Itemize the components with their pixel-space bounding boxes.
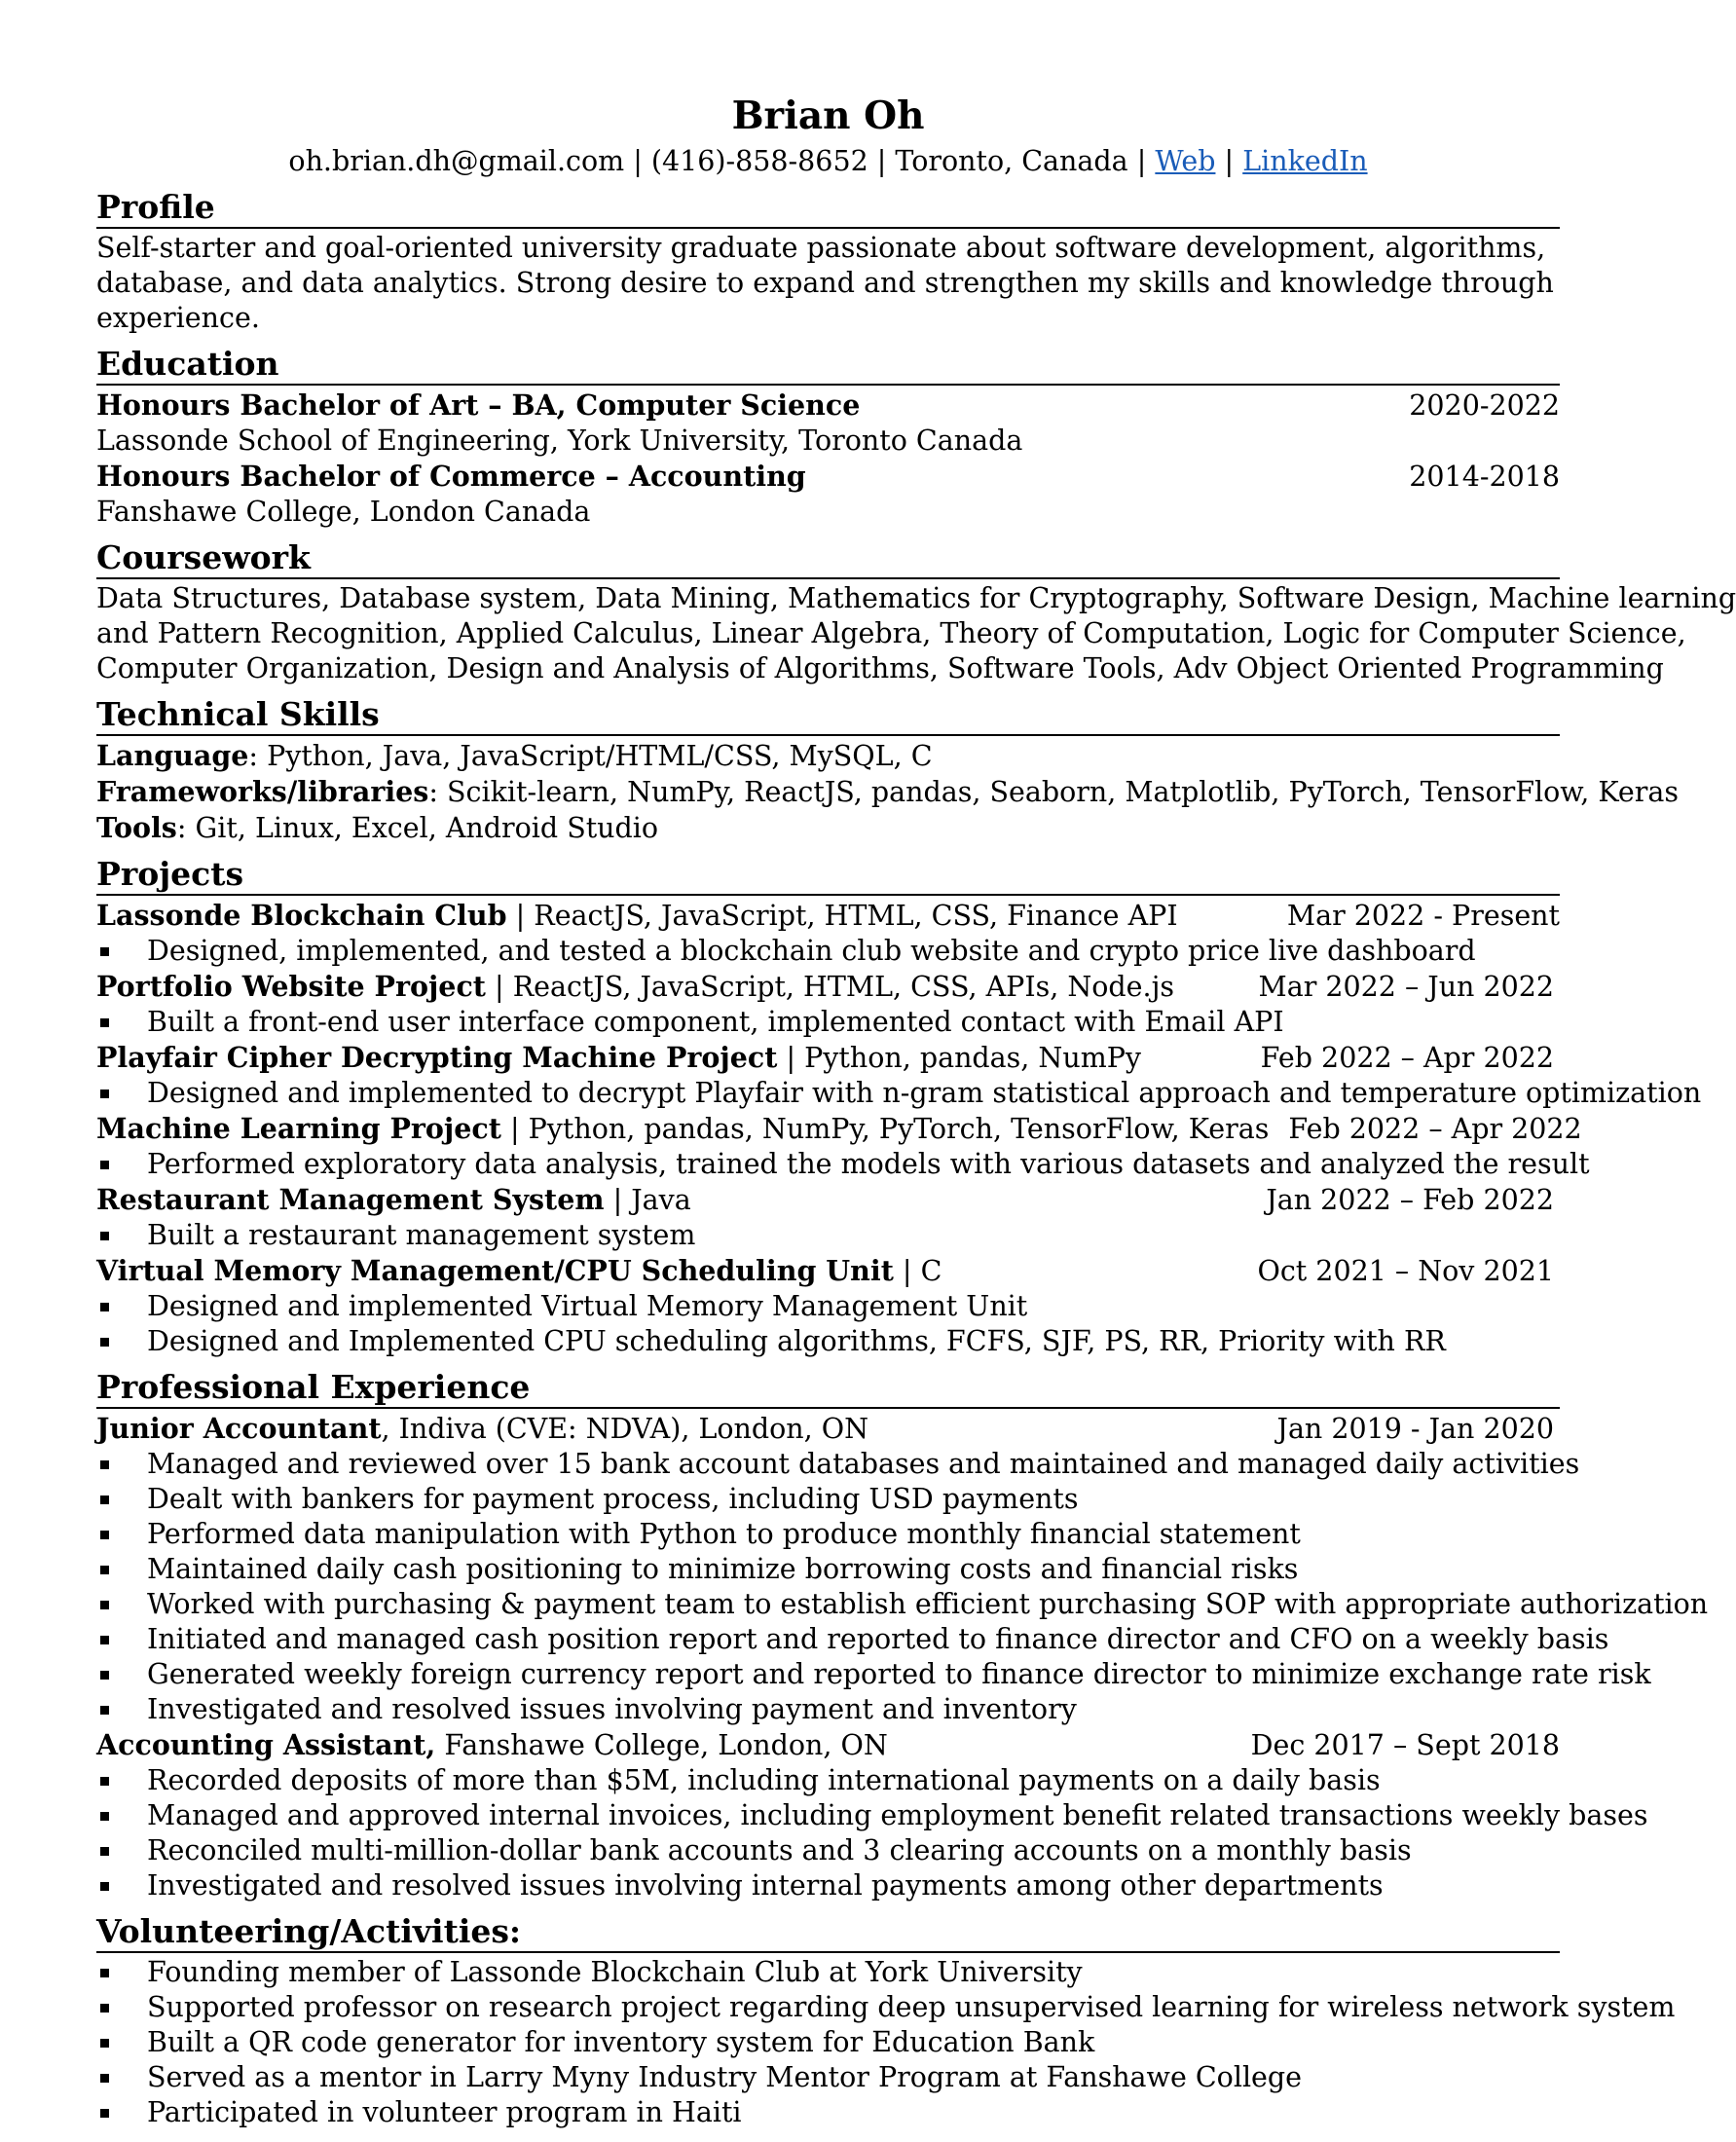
list-item: Dealt with bankers for payment process, including USD payments: [96, 1482, 1560, 1517]
list-item: Investigated and resolved issues involving internal payments among other departments: [96, 1868, 1560, 1903]
list-item: Built a restaurant management system: [96, 1218, 1560, 1253]
list-item: Managed and reviewed over 15 bank account databases and maintained and managed daily activities: [96, 1447, 1560, 1482]
volunteering-heading: Volunteering/Activities:: [96, 1903, 1560, 1953]
coursework-line: Data Structures, Database system, Data Mining, Mathematics for Cryptography, Software Design, Machine learning: [96, 582, 1736, 614]
linkedin-link[interactable]: LinkedIn: [1242, 145, 1368, 177]
skill-label: Frameworks/libraries: [96, 775, 429, 808]
project-tech: | ReactJS, JavaScript, HTML, CSS, APIs, Node.js: [485, 971, 1175, 1003]
volunteering-bullets: [96, 1955, 1676, 2130]
project-bullets: [96, 1218, 1560, 1253]
project-row: [96, 969, 1560, 1005]
project-bullets: [96, 1005, 1560, 1040]
experience-heading: Professional Experience: [96, 1359, 1560, 1409]
project-dates: Oct 2021 – Nov 2021: [1257, 1255, 1554, 1287]
skill-value: : Scikit-learn, NumPy, ReactJS, pandas, Seaborn, Matplotlib, PyTorch, TensorFlow, Keras: [428, 776, 1680, 808]
projects-heading: Projects: [96, 846, 1560, 896]
contact-info: oh.brian.dh@gmail.com | (416)-858-8652 | Toronto, Canada |: [288, 145, 1156, 177]
project-tech: | C: [893, 1255, 942, 1287]
skill-row: [96, 738, 1560, 774]
experience-dates: Dec 2017 – Sept 2018: [1250, 1729, 1560, 1761]
list-item: Investigated and resolved issues involving payment and inventory: [96, 1692, 1560, 1727]
project-name: Restaurant Management System: [96, 1183, 605, 1216]
list-item: Designed, implemented, and tested a blockchain club website and crypto price live dashboard: [96, 934, 1560, 969]
project-name: Portfolio Website Project: [96, 970, 486, 1003]
list-item: Worked with purchasing & payment team to establish efficient purchasing SOP with appropriate authorization: [96, 1587, 1560, 1622]
list-item: Participated in volunteer program in Haiti: [96, 2095, 1560, 2130]
project-dates: Feb 2022 – Apr 2022: [1288, 1113, 1582, 1145]
contact-separator: |: [1215, 145, 1243, 177]
experience-org: Fanshawe College, London, ON: [435, 1729, 888, 1761]
skill-value: : Git, Linux, Excel, Android Studio: [176, 812, 659, 844]
web-link[interactable]: Web: [1155, 145, 1216, 177]
project-dates: Mar 2022 – Jun 2022: [1258, 971, 1554, 1003]
experience-row: [96, 1411, 1560, 1447]
profile-text: Self-starter and goal-oriented university graduate passionate about software development, algorithms, database, and data analytics. Strong desire to expand and strengthen my skills and knowledge through experience.: [96, 232, 1554, 334]
skill-label: Language: [96, 739, 249, 772]
skills-heading: Technical Skills: [96, 686, 1560, 736]
education-row: [96, 388, 1560, 424]
project-tech: | Python, pandas, NumPy, PyTorch, TensorFlow, Keras: [500, 1113, 1270, 1145]
list-item: Served as a mentor in Larry Myny Industry Mentor Program at Fanshawe College: [96, 2060, 1560, 2095]
skill-row: [96, 810, 1560, 846]
project-dates: Feb 2022 – Apr 2022: [1260, 1042, 1554, 1074]
education-school: Lassonde School of Engineering, York University, Toronto Canada: [96, 425, 1023, 457]
project-tech: | Java: [604, 1184, 691, 1216]
education-heading: Education: [96, 336, 1560, 386]
skill-label: Tools: [96, 811, 177, 844]
experience-dates: Jan 2019 - Jan 2020: [1276, 1413, 1554, 1445]
list-item: Managed and approved internal invoices, including employment benefit related transactions weekly bases: [96, 1798, 1560, 1833]
project-row: [96, 898, 1560, 934]
coursework-heading: Coursework: [96, 530, 1560, 579]
list-item: Designed and implemented to decrypt Playfair with n-gram statistical approach and temperature optimization: [96, 1076, 1560, 1111]
project-bullets: [96, 1147, 1590, 1182]
contact-line: [96, 144, 1560, 179]
project-bullets: [96, 1076, 1702, 1111]
project-tech: | ReactJS, JavaScript, HTML, CSS, Finance API: [506, 900, 1178, 932]
candidate-name: Brian Oh: [731, 93, 925, 138]
project-row: [96, 1253, 1560, 1289]
education-row: [96, 459, 1560, 495]
project-dates: Mar 2022 - Present: [1286, 900, 1560, 932]
profile-heading: Profile: [96, 179, 1560, 229]
list-item: Supported professor on research project regarding deep unsupervised learning for wireless network system: [96, 1990, 1560, 2025]
experience-bullets: [96, 1447, 1709, 1727]
education-degree: Honours Bachelor of Commerce – Accounting: [96, 460, 806, 493]
education-years: 2014-2018: [1409, 461, 1560, 493]
list-item: Initiated and managed cash position report and reported to finance director and CFO on a weekly basis: [96, 1622, 1560, 1657]
list-item: Recorded deposits of more than $5M, including international payments on a daily basis: [96, 1763, 1560, 1798]
list-item: Designed and Implemented CPU scheduling algorithms, FCFS, SJF, PS, RR, Priority with RR: [96, 1324, 1560, 1359]
list-item: Founding member of Lassonde Blockchain Club at York University: [96, 1955, 1560, 1990]
education-school: Fanshawe College, London Canada: [96, 496, 591, 528]
project-row: [96, 1182, 1560, 1218]
list-item: Maintained daily cash positioning to minimize borrowing costs and financial risks: [96, 1552, 1560, 1587]
skill-row: [96, 774, 1680, 810]
list-item: Built a front-end user interface component, implemented contact with Email API: [96, 1005, 1560, 1040]
project-bullets: [96, 1289, 1560, 1359]
coursework-line: Computer Organization, Design and Analysis of Algorithms, Software Tools, Adv Object Oriented Programming: [96, 652, 1664, 684]
project-bullets: [96, 934, 1560, 969]
project-tech: | Python, pandas, NumPy: [777, 1042, 1141, 1074]
project-name: Lassonde Blockchain Club: [96, 899, 507, 932]
project-name: Virtual Memory Management/CPU Scheduling Unit: [96, 1254, 894, 1287]
list-item: Built a QR code generator for inventory system for Education Bank: [96, 2025, 1560, 2060]
list-item: Performed data manipulation with Python to produce monthly financial statement: [96, 1517, 1560, 1552]
education-degree: Honours Bachelor of Art – BA, Computer Science: [96, 388, 861, 422]
experience-role: Accounting Assistant,: [96, 1728, 436, 1761]
project-name: Playfair Cipher Decrypting Machine Project: [96, 1041, 778, 1074]
list-item: Designed and implemented Virtual Memory Management Unit: [96, 1289, 1560, 1324]
coursework-line: and Pattern Recognition, Applied Calculus, Linear Algebra, Theory of Computation, Logic for Computer Science,: [96, 617, 1686, 649]
list-item: Performed exploratory data analysis, trained the models with various datasets and analyzed the result: [96, 1147, 1560, 1182]
experience-bullets: [96, 1763, 1648, 1903]
project-dates: Jan 2022 – Feb 2022: [1266, 1184, 1554, 1216]
list-item: Reconciled multi-million-dollar bank accounts and 3 clearing accounts on a monthly basis: [96, 1833, 1560, 1868]
experience-role: Junior Accountant: [96, 1412, 382, 1445]
project-row: [96, 1111, 1582, 1147]
education-years: 2020-2022: [1409, 389, 1560, 422]
project-name: Machine Learning Project: [96, 1112, 501, 1145]
list-item: Generated weekly foreign currency report and reported to finance director to minimize exchange rate risk: [96, 1657, 1560, 1692]
experience-org: , Indiva (CVE: NDVA), London, ON: [381, 1413, 869, 1445]
experience-row: [96, 1727, 1560, 1763]
project-row: [96, 1040, 1560, 1076]
skill-value: : Python, Java, JavaScript/HTML/CSS, MySQL, C: [248, 740, 933, 772]
